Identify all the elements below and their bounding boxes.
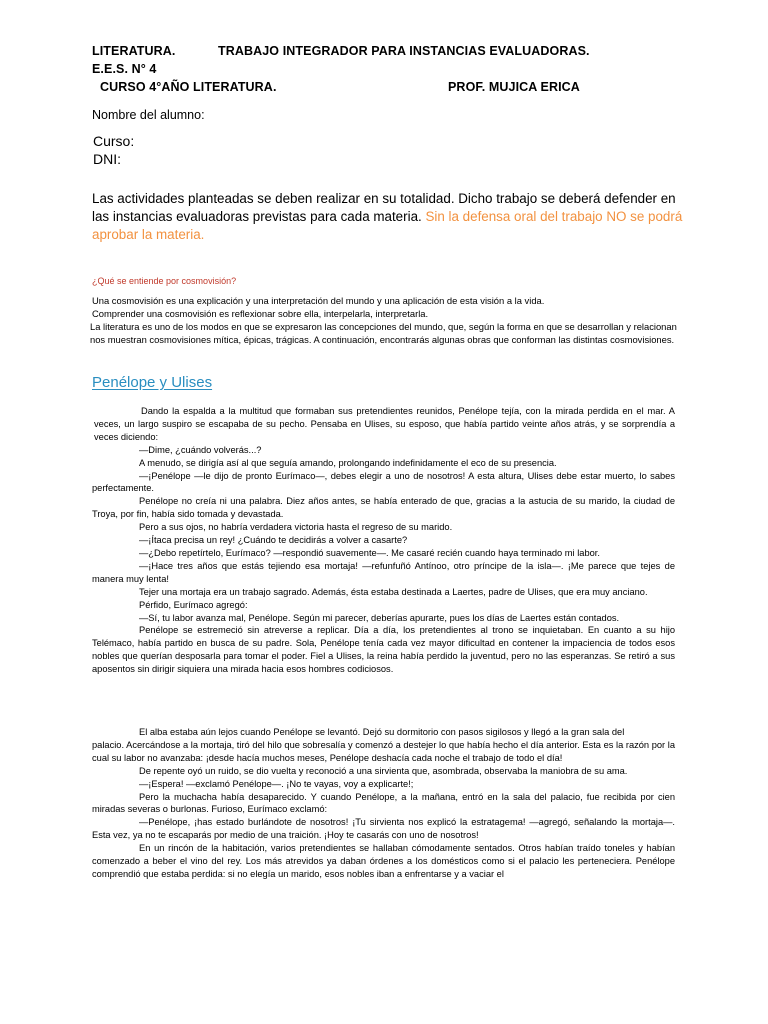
student-name-label: Nombre del alumno: — [92, 108, 205, 122]
intro-text: Las actividades planteadas se deben realizar en su totalidad. Dicho trabajo se deberá defender en las instancias evaluadoras previstas para cada materia. — [92, 191, 676, 224]
story-paragraph: —¡Espera! —exclamó Penélope—. ¡No te vayas, voy a explicarte!; — [139, 778, 414, 789]
story-paragraph: Penélope se estremeció sin atreverse a replicar. Día a día, los pretendientes al trono se inquietaban. En cuanto a su hijo Telémaco, había partido en busca de su padre. Sola, Penélope tenía cada vez mayor dificultad en contener la impaciencia de todos esos nobles que querían desposarla para tomar el poder. Fiel a Ulises, la reina había perdido la juventud, pero no las esperanzas. Se retiró a sus aposentos sin dirigir siquiera una mirada hacia esos hombres codiciosos. — [92, 625, 675, 675]
story-paragraph: —¡Ítaca precisa un rey! ¿Cuándo te decidirás a volver a casarte? — [139, 535, 408, 546]
story-part-1 — [92, 405, 675, 676]
story-paragraph: —¿Debo repetírtelo, Eurímaco? —respondió suavemente—. Me casaré recién cuando haya terminado mi labor. — [139, 547, 600, 558]
story-paragraph: Dando la espalda a la multitud que formaban sus pretendientes reunidos, Penélope tejía, con la mirada perdida en el mar. A veces, un largo suspiro se escapaba de su pecho. Pensaba en Ulises, su esposo, que había partido veinte años atrás, y se sorprendía a veces diciendo: — [94, 406, 675, 442]
story-part-2 — [92, 726, 675, 881]
story-paragraph: —Sí, tu labor avanza mal, Penélope. Según mi parecer, deberías apurarte, pues los días de Laertes están contados. — [139, 612, 620, 623]
header-course: CURSO 4°AÑO LITERATURA. — [100, 80, 277, 94]
story-paragraph: A menudo, se dirigía así al que seguía amando, prolongando indefinidamente el eco de su presencia. — [139, 457, 557, 468]
header-teacher: PROF. MUJICA ERICA — [448, 80, 580, 94]
story-paragraph: Pérfido, Eurímaco agregó: — [139, 599, 248, 610]
story-paragraph: —Penélope, ¡has estado burlándote de nosotros! ¡Tu sirvienta nos explicó la estratagema! —agregó, señalando la mortaja—. Esta vez, ya no te escaparás por medio de una traición. ¡Hoy te casarás con uno de nosotros! — [92, 817, 675, 841]
course-label: Curso: — [93, 133, 135, 149]
cosmovision-question: ¿Qué se entiende por cosmovisión? — [92, 276, 237, 286]
story-paragraph: Tejer una mortaja era un trabajo sagrado. Además, ésta estaba destinada a Laertes, padre de Ulises, que era muy anciano. — [139, 586, 648, 597]
dni-label: DNI: — [93, 151, 121, 167]
story-paragraph: —Dime, ¿cuándo volverás...? — [139, 444, 262, 455]
story-paragraph: El alba estaba aún lejos cuando Penélope se levantó. Dejó su dormitorio con pasos sigilosos y llegó a la gran sala del — [139, 727, 625, 737]
definition-line: Una cosmovisión es una explicación y una interpretación del mundo y una aplicación de esta visión a la vida. — [92, 295, 545, 306]
story-paragraph: —¡Penélope —le dijo de pronto Eurímaco—, debes elegir a uno de nosotros! A esta altura, Ulises debe estar muerto, lo sabes perfectamente. — [92, 470, 675, 494]
header-school: E.E.S. N° 4 — [92, 62, 157, 76]
story-paragraph: En un rincón de la habitación, varios pretendientes se hallaban cómodamente sentados. Otros habían traído toneles y habían comenzado a beber el vino del rey. Los más atrevidos ya daban órdenes a los domésticos como si el palacio les perteneciera. Penélope comprendió que estaba perdida: si no elegía un marido, esos nobles iban a enfrentarse y a vaciar el — [92, 843, 675, 879]
intro-paragraph — [92, 190, 692, 244]
story-paragraph: Pero la muchacha había desaparecido. Y cuando Penélope, a la mañana, entró en la sala del palacio, fue recibida por cien miradas severas o burlonas. Furioso, Eurímaco exclamó: — [92, 791, 675, 815]
definition-paragraph: La literatura es uno de los modos en que se expresaron las concepciones del mundo, que, según la forma en que se desarrollan y relacionan nos muestran cosmovisiones mítica, épicas, trágicas. A continuación, encontrarás algunas obras que conforman las distintas cosmovisiones. — [90, 321, 677, 345]
definition-line: Comprender una cosmovisión es reflexionar sobre ella, interpelarla, interpretarla. — [92, 308, 429, 319]
story-paragraph: Penélope no creía ni una palabra. Diez años antes, se había enterado de que, gracias a la astucia de su marido, la ciudad de Troya, por fin, había sido tomada y devastada. — [92, 496, 675, 520]
cosmovision-definition — [92, 294, 692, 346]
story-paragraph: Pero a sus ojos, no habría verdadera victoria hasta el regreso de su marido. — [139, 522, 453, 533]
story-paragraph: De repente oyó un ruido, se dio vuelta y reconoció a una sirvienta que, asombrada, observaba la maniobra de su ama. — [139, 765, 628, 776]
story-title: Penélope y Ulises — [92, 374, 213, 391]
intro-warning: Sin la defensa oral del trabajo NO se podrá aprobar la materia. — [92, 209, 683, 242]
header-assignment-title: TRABAJO INTEGRADOR PARA INSTANCIAS EVALUADORAS. — [218, 44, 590, 58]
story-paragraph: —¡Hace tres años que estás tejiendo esa mortaja! —refunfuñó Antínoo, otro príncipe de la isla—. ¡Me parece que tejes de manera muy lenta! — [92, 560, 675, 584]
header-subject: LITERATURA. — [92, 44, 176, 58]
story-paragraph: palacio. Acercándose a la mortaja, tiró del hilo que sobresalía y comenzó a destejer lo que había hecho el día anterior. Esta es la razón por la cual su labor no avanzaba: ¡desde hacía muchos meses, Penélope deshacía cada noche el trabajo de todo el día! — [92, 739, 675, 763]
